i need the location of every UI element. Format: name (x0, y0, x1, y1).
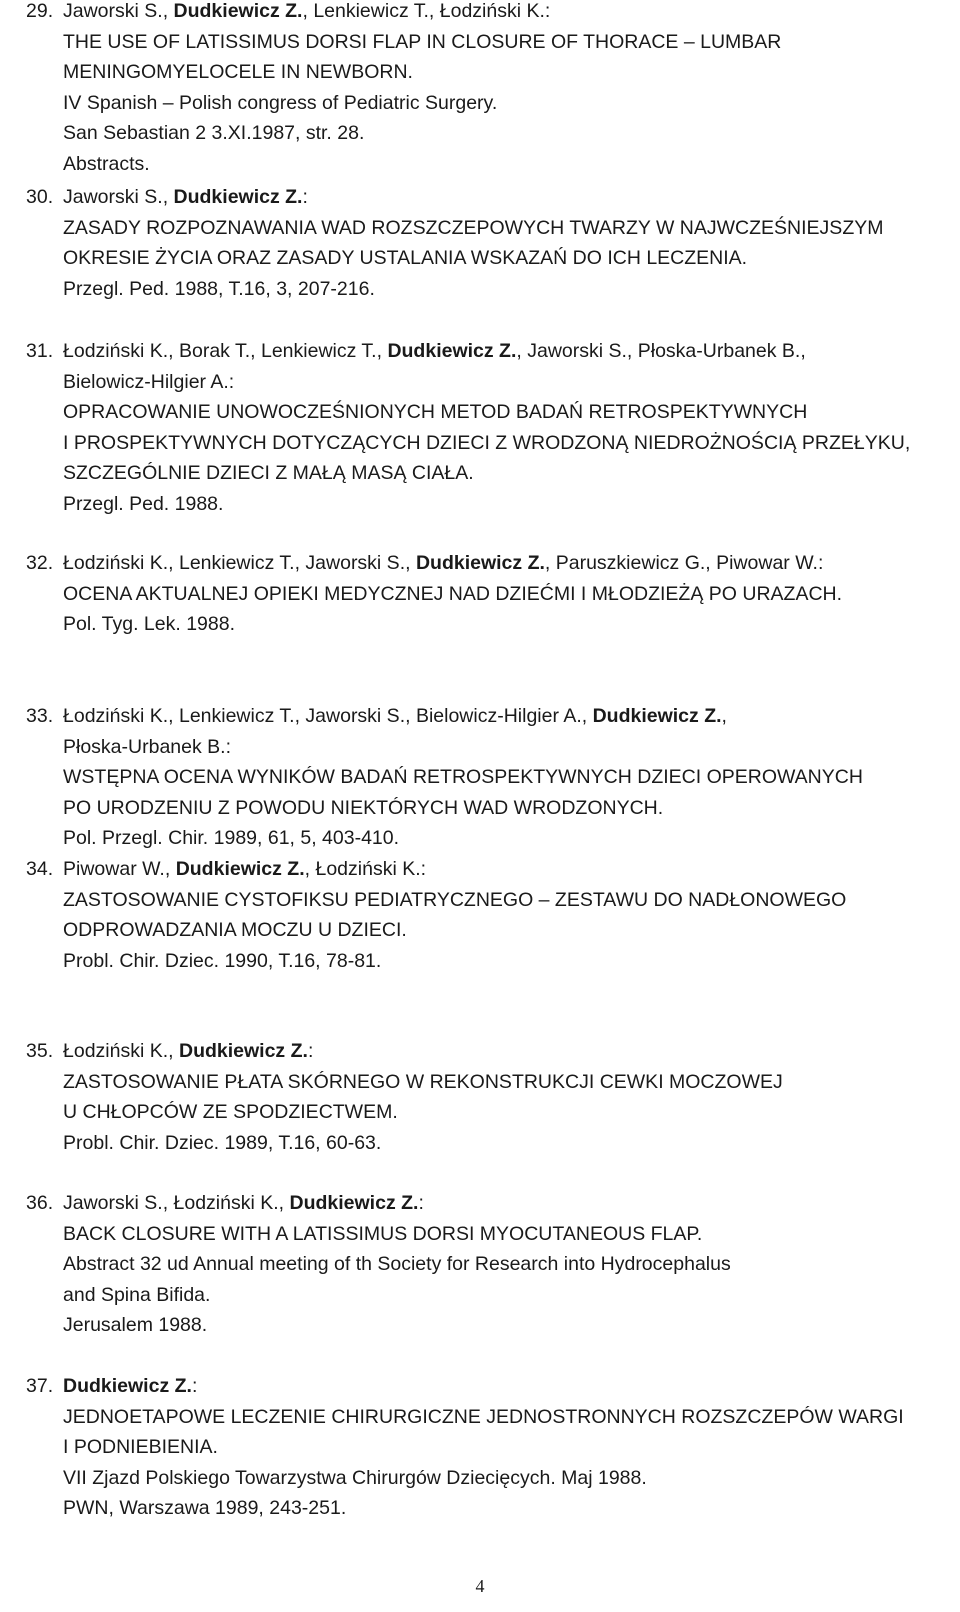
entry-line: I PROSPEKTYWNYCH DOTYCZĄCYCH DZIECI Z WRODZONĄ NIEDROŻNOŚCIĄ PRZEŁYKU, (63, 431, 911, 454)
highlighted-author: Dudkiewicz Z. (592, 705, 722, 727)
entry-authors (63, 854, 953, 885)
entry-line: BACK CLOSURE WITH A LATISSIMUS DORSI MYOCUTANEOUS FLAP. (63, 1222, 703, 1245)
author-text: Łodziński K., (63, 1040, 179, 1062)
page-number: 4 (475, 1576, 485, 1596)
entry-body (63, 182, 953, 304)
entry-number: 31. (26, 340, 54, 362)
entry-number: 35. (26, 1040, 54, 1062)
entry-authors (63, 1188, 953, 1219)
entry-number: 34. (26, 858, 54, 880)
entry-line: I PODNIEBIENIA. (63, 1436, 218, 1458)
author-text: Jaworski S., (63, 0, 174, 22)
entry-line: Płoska-Urbanek B.: (63, 735, 231, 758)
author-text: : (191, 1375, 198, 1397)
highlighted-author: Dudkiewicz Z. (173, 186, 303, 208)
highlighted-author: Dudkiewicz Z. (175, 858, 305, 880)
highlighted-author: Dudkiewicz Z. (415, 552, 545, 574)
entry-line: OPRACOWANIE UNOWOCZEŚNIONYCH METOD BADAŃ RETROSPEKTYWNYCH (63, 401, 808, 423)
entry-line: ZASTOSOWANIE PŁATA SKÓRNEGO W REKONSTRUKCJI CEWKI MOCZOWEJ (63, 1070, 783, 1093)
entry-body (63, 0, 953, 179)
author-text: Łodziński K., Borak T., Lenkiewicz T., (63, 340, 388, 362)
entry-line: IV Spanish – Polish congress of Pediatric Surgery. (63, 91, 498, 114)
entry-authors (63, 1371, 953, 1402)
author-text: Łodziński K., Lenkiewicz T., Jaworski S., Bielowicz-Hilgier A., (63, 705, 593, 727)
entry-line: JEDNOETAPOWE LECZENIE CHIRURGICZNE JEDNOSTRONNYCH ROZSZCZEPÓW WARGI (63, 1405, 904, 1428)
entry-number: 30. (26, 186, 54, 208)
entry-line: PO URODZENIU Z POWODU NIEKTÓRYCH WAD WRODZONYCH. (63, 796, 664, 819)
entry-line: MENINGOMYELOCELE IN NEWBORN. (63, 61, 413, 83)
author-text: , (721, 705, 727, 727)
entry-line: VII Zjazd Polskiego Towarzystwa Chirurgów Dziecięcych. Maj 1988. (63, 1466, 647, 1489)
entry-line: Probl. Chir. Dziec. 1989, T.16, 60-63. (63, 1131, 382, 1154)
entry-line: ZASADY ROZPOZNAWANIA WAD ROZSZCZEPOWYCH TWARZY W NAJWCZEŚNIEJSZYM (63, 216, 884, 239)
entry-line: OCENA AKTUALNEJ OPIEKI MEDYCZNEJ NAD DZIEĆMI I MŁODZIEŻĄ PO URAZACH. (63, 582, 843, 605)
entry-line: Pol. Przegl. Chir. 1989, 61, 5, 403-410. (63, 827, 400, 849)
highlighted-author: Dudkiewicz Z. (289, 1192, 419, 1214)
author-text: : (307, 1040, 314, 1062)
author-text: Piwowar W., (63, 858, 176, 880)
entry-authors (63, 701, 953, 732)
entry-line: Przegl. Ped. 1988. (63, 492, 224, 515)
entry-body (63, 1036, 953, 1158)
entry-line: Probl. Chir. Dziec. 1990, T.16, 78-81. (63, 949, 382, 972)
entry-line: and Spina Bifida. (63, 1283, 211, 1306)
entry-line: Abstracts. (63, 152, 150, 175)
highlighted-author: Dudkiewicz Z. (173, 0, 303, 22)
highlighted-author: Dudkiewicz Z. (63, 1375, 192, 1397)
entry-number: 29. (26, 0, 54, 22)
author-text: : (418, 1192, 424, 1214)
entry-authors (63, 182, 953, 213)
entry-line: SZCZEGÓLNIE DZIECI Z MAŁĄ MASĄ CIAŁA. (63, 462, 474, 484)
entry-line: Abstract 32 ud Annual meeting of th Society for Research into Hydrocephalus (63, 1253, 731, 1275)
entry-line: ZASTOSOWANIE CYSTOFIKSU PEDIATRYCZNEGO – ZESTAWU DO NADŁONOWEGO (63, 888, 847, 911)
author-text: , Paruszkiewicz G., Piwowar W.: (544, 552, 824, 574)
entry-number: 32. (26, 552, 54, 574)
entry-line: OKRESIE ŻYCIA ORAZ ZASADY USTALANIA WSKAZAŃ DO ICH LECZENIA. (63, 247, 748, 269)
entry-number: 37. (26, 1375, 54, 1397)
entry-body (63, 548, 953, 640)
entry-authors (63, 548, 953, 579)
highlighted-author: Dudkiewicz Z. (387, 340, 517, 362)
entry-line: Bielowicz-Hilgier A.: (63, 370, 235, 393)
author-text: Jaworski S., (63, 186, 174, 208)
entry-authors (63, 336, 953, 367)
author-text: Łodziński K., Lenkiewicz T., Jaworski S., (63, 552, 416, 574)
entry-number: 36. (26, 1192, 54, 1214)
entry-body (63, 1188, 953, 1341)
entry-line: Pol. Tyg. Lek. 1988. (63, 613, 236, 635)
entry-line: PWN, Warszawa 1989, 243-251. (63, 1497, 347, 1519)
author-text: Jaworski S., Łodziński K., (63, 1192, 290, 1214)
entry-body (63, 701, 953, 854)
author-text: , Łodziński K.: (304, 858, 427, 880)
entry-body (63, 854, 953, 976)
entry-number: 33. (26, 705, 54, 727)
entry-authors (63, 0, 953, 27)
entry-line: THE USE OF LATISSIMUS DORSI FLAP IN CLOSURE OF THORACE – LUMBAR (63, 30, 782, 53)
highlighted-author: Dudkiewicz Z. (178, 1040, 308, 1062)
entry-line: ODPROWADZANIA MOCZU U DZIECI. (63, 919, 407, 941)
entry-line: Jerusalem 1988. (63, 1314, 208, 1336)
entry-authors (63, 1036, 953, 1067)
author-text: , Jaworski S., Płoska-Urbanek B., (516, 340, 806, 362)
entry-line: San Sebastian 2 3.XI.1987, str. 28. (63, 122, 365, 144)
author-text: , Lenkiewicz T., Łodziński K.: (302, 0, 551, 22)
entry-line: U CHŁOPCÓW ZE SPODZIECTWEM. (63, 1101, 398, 1123)
entry-body (63, 336, 953, 519)
author-text: : (302, 186, 308, 208)
entry-line: Przegl. Ped. 1988, T.16, 3, 207-216. (63, 277, 375, 300)
entry-line: WSTĘPNA OCENA WYNIKÓW BADAŃ RETROSPEKTYWNYCH DZIECI OPEROWANYCH (63, 766, 863, 788)
entry-body (63, 1371, 953, 1524)
